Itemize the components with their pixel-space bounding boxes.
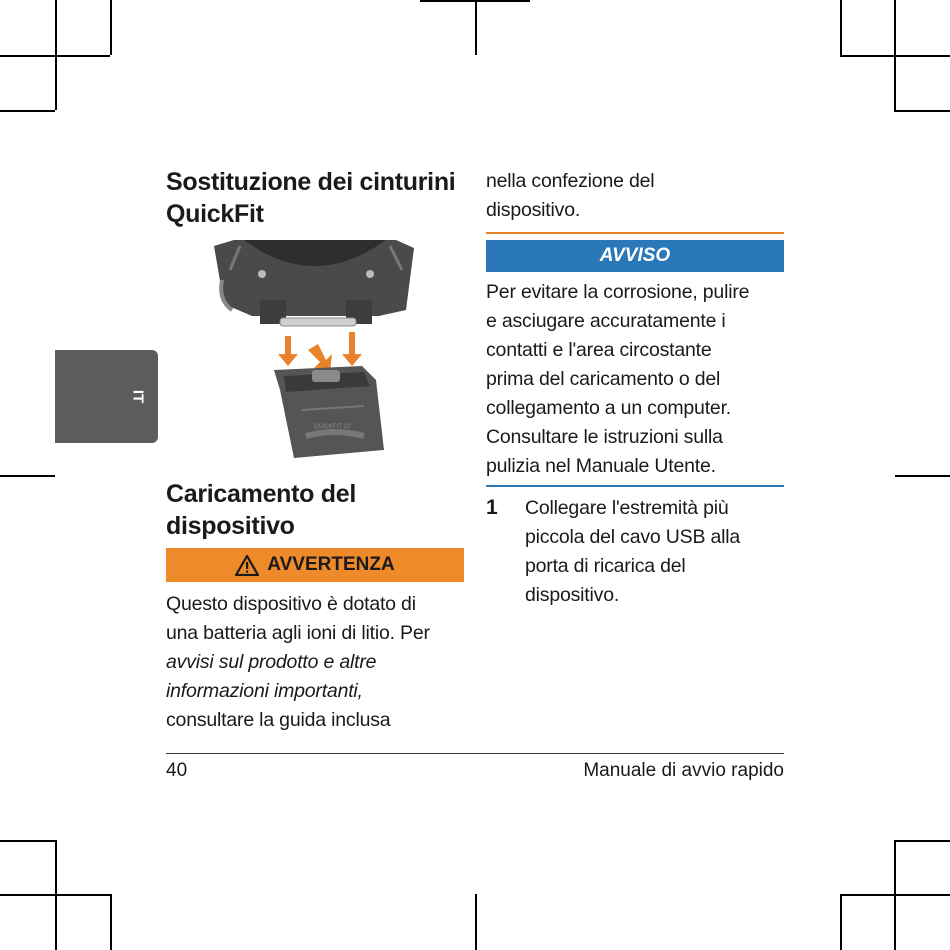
footer-title: Manuale di avvio rapido xyxy=(583,760,784,781)
charging-heading xyxy=(166,478,356,542)
notice-bar xyxy=(486,240,784,272)
warning-triangle-icon xyxy=(235,555,259,576)
step-number: 1 xyxy=(486,496,498,519)
step-line: porta di ricarica del xyxy=(525,555,686,577)
quickfit-heading-line2: QuickFit xyxy=(166,200,264,228)
footer-rule xyxy=(166,753,784,754)
warning-label: AVVERTENZA xyxy=(267,554,395,575)
notice-text xyxy=(486,278,786,481)
step-line: dispositivo. xyxy=(525,584,620,606)
warning-line: avvisi sul prodotto e altre xyxy=(166,651,377,673)
notice-line: prima del caricamento o del xyxy=(486,368,721,390)
charging-heading-line2: dispositivo xyxy=(166,512,295,540)
notice-line: Per evitare la corrosione, pulire xyxy=(486,281,750,303)
notice-top-rule xyxy=(486,232,784,234)
warning-bar xyxy=(166,548,464,582)
warning-text xyxy=(166,590,466,735)
notice-bottom-rule xyxy=(486,485,784,487)
quickfit-band-illustration xyxy=(214,240,416,458)
continued-text xyxy=(486,167,786,225)
warning-line: informazioni importanti, xyxy=(166,680,363,702)
step-line: piccola del cavo USB alla xyxy=(525,526,741,548)
quickfit-heading xyxy=(166,166,455,230)
quickfit-heading-line1: Sostituzione dei cinturini xyxy=(166,168,456,196)
notice-line: e asciugare accuratamente i xyxy=(486,310,726,332)
notice-line: contatti e l'area circostante xyxy=(486,339,712,361)
warning-line: consultare la guida inclusa xyxy=(166,709,391,731)
language-tab-label: IT xyxy=(129,389,147,404)
notice-label: AVVISO xyxy=(599,245,671,266)
warning-line: Questo dispositivo è dotato di xyxy=(166,593,416,615)
continued-line: dispositivo. xyxy=(486,199,581,221)
notice-line: collegamento a un computer. xyxy=(486,397,732,419)
notice-line: pulizia nel Manuale Utente. xyxy=(486,455,716,477)
charging-heading-line1: Caricamento del xyxy=(166,480,357,508)
continued-line: nella confezione del xyxy=(486,170,655,192)
svg-text:QUICKFIT 22: QUICKFIT 22 xyxy=(313,424,351,430)
notice-line: Consultare le istruzioni sulla xyxy=(486,426,723,448)
page-number: 40 xyxy=(166,760,188,781)
warning-line: una batteria agli ioni di litio. Per xyxy=(166,622,430,644)
step-text xyxy=(525,494,785,610)
step-line: Collegare l'estremità più xyxy=(525,497,729,519)
